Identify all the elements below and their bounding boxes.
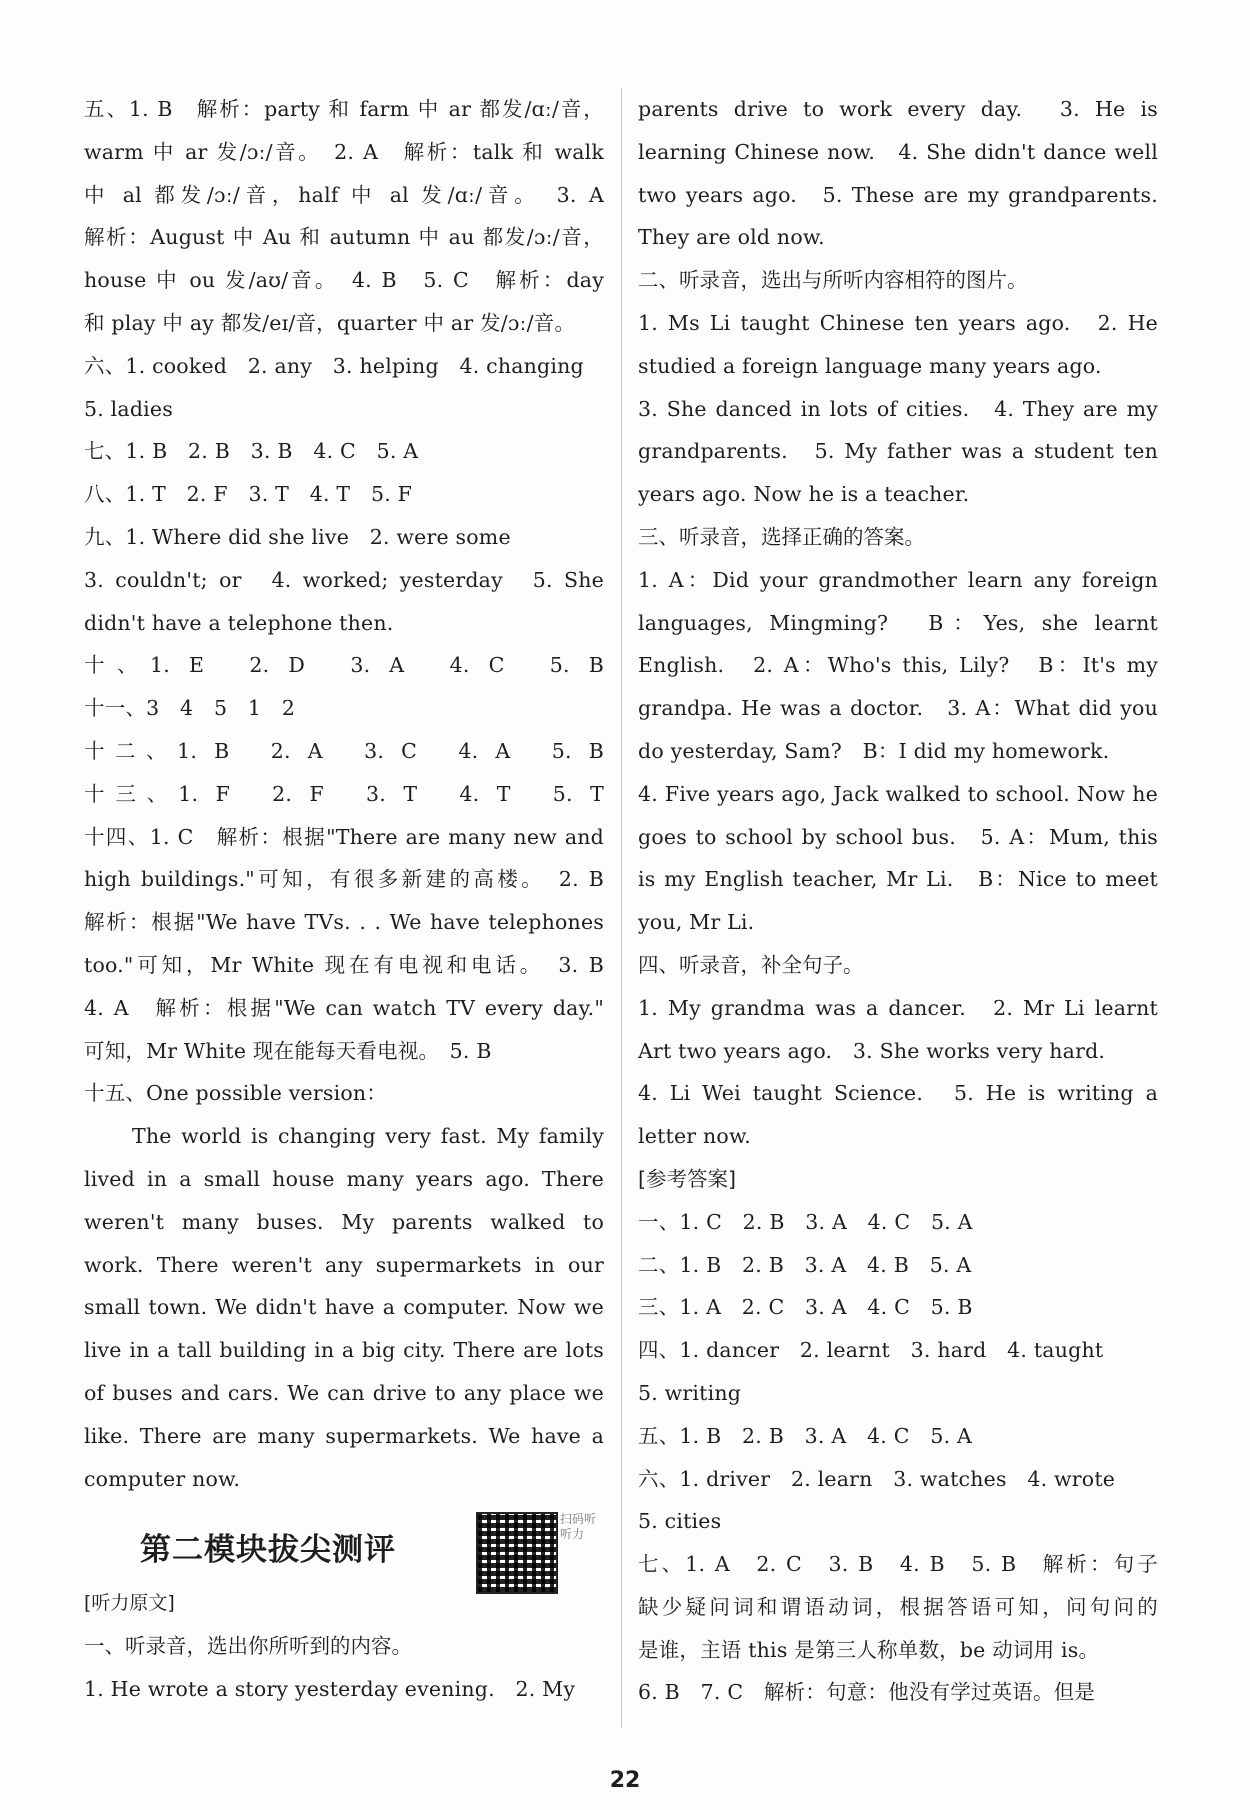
- listening-script-label: [听力原文]: [84, 1592, 175, 1615]
- left-column-line: house 中 ou 发/aʊ/音。 4. B 5. C 解析：day: [84, 268, 604, 293]
- left-column-line: 3. couldn't; or 4. worked; yesterday 5. She: [84, 567, 604, 592]
- right-column-line: 五、1. B 2. B 3. A 4. C 5. A: [638, 1423, 973, 1448]
- left-column-line: 解析：August 中 Au 和 autumn 中 au 都发/ɔː/音，: [84, 225, 604, 250]
- qr-code-icon[interactable]: [476, 1512, 558, 1594]
- left-column-lines: [84, 88, 604, 1500]
- right-column-line: 1. Ms Li taught Chinese ten years ago. 2. He: [638, 310, 1158, 335]
- right-column-line: 三、听录音，选择正确的答案。: [638, 524, 925, 549]
- left-column-line: The world is changing very fast. My family: [132, 1124, 604, 1149]
- right-column-line: [参考答案]: [638, 1166, 736, 1191]
- left-column-line: 中 al 都发/ɔː/音，half 中 al 发/ɑː/音。 3. A: [84, 182, 604, 207]
- left-column-line: work. There weren't any supermarkets in our: [84, 1252, 604, 1277]
- right-column-line: 6. B 7. C 解析：句意：他没有学过英语。但是: [638, 1680, 1096, 1705]
- right-column-line: do yesterday, Sam? B：I did my homework.: [638, 738, 1110, 763]
- module-title: 第二模块拔尖测评: [140, 1532, 396, 1569]
- right-column-line: 1. My grandma was a dancer. 2. Mr Li learnt: [638, 995, 1158, 1020]
- left-column-line: computer now.: [84, 1466, 241, 1491]
- right-column-line: two years ago. 5. These are my grandparents.: [638, 182, 1158, 207]
- right-column-line: They are old now.: [638, 225, 825, 250]
- right-column-line: 一、1. C 2. B 3. A 4. C 5. A: [638, 1209, 973, 1234]
- right-column-line: years ago. Now he is a teacher.: [638, 482, 970, 507]
- left-column-line: live in a tall building in a big city. There are lots: [84, 1338, 604, 1363]
- right-column-line: learning Chinese now. 4. She didn't dance well: [638, 139, 1158, 164]
- left-column-line: 九、1. Where did she live 2. were some: [84, 524, 511, 549]
- right-column-line: 4. Five years ago, Jack walked to school. Now he: [638, 781, 1158, 806]
- left-column-line: 可知，Mr White 现在能每天看电视。 5. B: [84, 1038, 492, 1063]
- right-column-line: parents drive to work every day. 3. He is: [638, 97, 1158, 121]
- left-column-line: 八、1. T 2. F 3. T 4. T 5. F: [84, 482, 413, 507]
- right-column-line: goes to school by school bus. 5. A：Mum, this: [638, 824, 1158, 849]
- left-column-line: lived in a small house many years ago. There: [84, 1166, 604, 1191]
- right-column-line: is my English teacher, Mr Li. B：Nice to meet: [638, 867, 1158, 892]
- left-column-line: 解析：根据"We have TVs. . . We have telephones: [84, 910, 604, 935]
- left-column-line: 5. ladies: [84, 396, 173, 421]
- left-column-line: small town. We didn't have a computer. Now we: [84, 1295, 604, 1320]
- left-column-line: high buildings."可知，有很多新建的高楼。 2. B: [84, 867, 604, 892]
- left-column-line: 十五、One possible version：: [84, 1081, 387, 1106]
- left-column-line: 五、1. B 解析：party 和 farm 中 ar 都发/ɑː/音，: [84, 97, 604, 121]
- right-column-line: 三、1. A 2. C 3. A 4. C 5. B: [638, 1295, 973, 1320]
- right-column-line: grandpa. He was a doctor. 3. A：What did you: [638, 696, 1158, 721]
- left-tail-line: 1. He wrote a story yesterday evening. 2. My: [84, 1676, 576, 1701]
- left-column-line: didn't have a telephone then.: [84, 610, 394, 635]
- left-column-line: like. There are many supermarkets. We have a: [84, 1423, 604, 1448]
- left-column-line: 十四、1. C 解析：根据"There are many new and: [84, 824, 604, 849]
- column-divider: [621, 88, 622, 1728]
- right-column-line: you, Mr Li.: [638, 910, 755, 935]
- right-column-line: 七、1. A 2. C 3. B 4. B 5. B 解析：句子: [638, 1552, 1158, 1577]
- left-tail-line: 一、听录音，选出你所听到的内容。: [84, 1634, 412, 1659]
- left-column-line: 和 play 中 ay 都发/eɪ/音，quarter 中 ar 发/ɔː/音。: [84, 310, 576, 335]
- right-column-line: 二、1. B 2. B 3. A 4. B 5. A: [638, 1252, 972, 1277]
- left-column-line: 十二、1. B 2. A 3. C 4. A 5. B: [84, 738, 604, 763]
- right-column: [638, 88, 1158, 1714]
- right-column-line: English. 2. A：Who's this, Lily? B：It's my: [638, 653, 1158, 678]
- right-column-line: letter now.: [638, 1124, 751, 1149]
- left-column-line: 七、1. B 2. B 3. B 4. C 5. A: [84, 439, 419, 464]
- right-column-line: 四、听录音，补全句子。: [638, 952, 864, 977]
- left-column-tail: [84, 1625, 604, 1711]
- left-column-line: too."可知，Mr White 现在有电视和电话。 3. B: [84, 952, 604, 977]
- right-column-line: grandparents. 5. My father was a student ten: [638, 439, 1158, 464]
- left-column-line: 六、1. cooked 2. any 3. helping 4. changing: [84, 353, 584, 378]
- right-column-line: languages, Mingming? B：Yes, she learnt: [638, 610, 1158, 635]
- left-column-line: warm 中 ar 发/ɔː/音。 2. A 解析：talk 和 walk: [84, 139, 604, 164]
- right-column-line: 3. She danced in lots of cities. 4. They are my: [638, 396, 1158, 421]
- left-column-line: 十三、1. F 2. F 3. T 4. T 5. T: [84, 781, 604, 806]
- right-column-line: Art two years ago. 3. She works very hard.: [638, 1038, 1106, 1063]
- right-column-line: 四、1. dancer 2. learnt 3. hard 4. taught: [638, 1338, 1104, 1363]
- right-column-line: 是谁，主语 this 是第三人称单数，be 动词用 is。: [638, 1637, 1100, 1662]
- left-column-line: of buses and cars. We can drive to any place we: [84, 1380, 604, 1405]
- right-column-line: 二、听录音，选出与所听内容相符的图片。: [638, 268, 1028, 293]
- qr-caption: 扫码听听力: [560, 1512, 597, 1541]
- right-column-line: 5. writing: [638, 1380, 742, 1405]
- right-column-line: 5. cities: [638, 1509, 722, 1534]
- left-column-line: 十、1. E 2. D 3. A 4. C 5. B: [84, 653, 604, 678]
- left-column-line: 4. A 解析：根据"We can watch TV every day.": [84, 995, 604, 1020]
- right-column-lines: [638, 88, 1158, 1714]
- right-column-line: 1. A：Did your grandmother learn any foreign: [638, 567, 1158, 592]
- right-column-line: 缺少疑问词和谓语动词，根据答语可知，问句问的: [638, 1594, 1158, 1619]
- left-column-line: weren't many buses. My parents walked to: [84, 1209, 604, 1234]
- left-column-line: 十一、3 4 5 1 2: [84, 696, 296, 721]
- page-number: 22: [609, 1768, 641, 1793]
- right-column-line: 六、1. driver 2. learn 3. watches 4. wrote: [638, 1466, 1116, 1491]
- left-column: [84, 88, 604, 1711]
- right-column-line: 4. Li Wei taught Science. 5. He is writing a: [638, 1081, 1158, 1106]
- right-column-line: studied a foreign language many years ago.: [638, 353, 1102, 378]
